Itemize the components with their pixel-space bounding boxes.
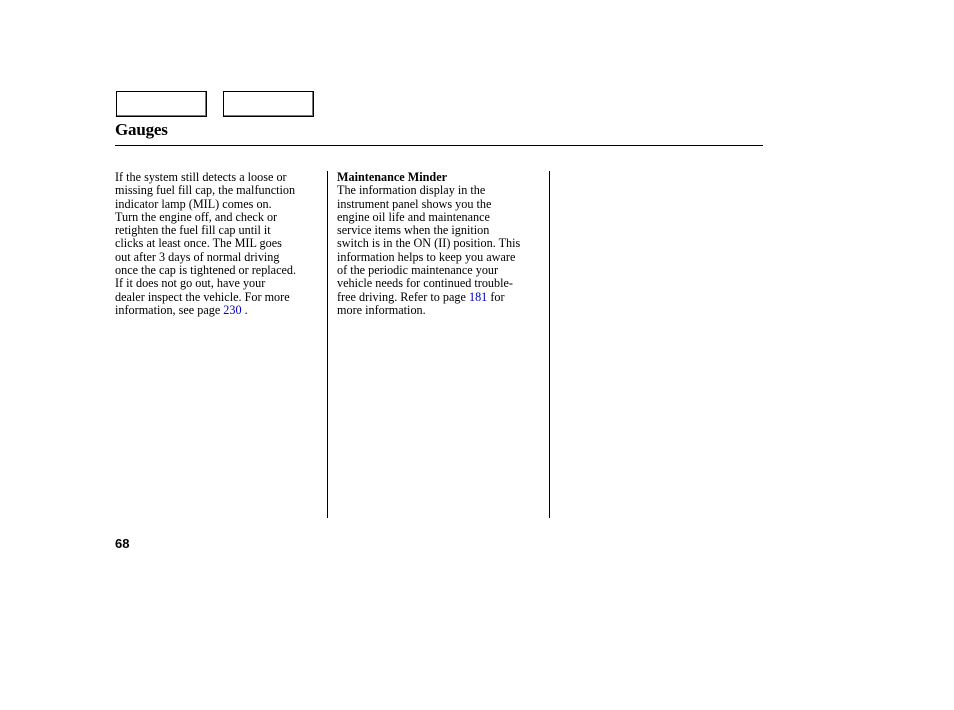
text-line: information helps to keep you aware bbox=[337, 249, 516, 264]
text-line: vehicle needs for continued trouble- bbox=[337, 276, 513, 291]
next-page-button[interactable] bbox=[223, 91, 314, 117]
text-line: of the periodic maintenance your bbox=[337, 263, 499, 278]
text-line: instrument panel shows you the bbox=[337, 196, 492, 211]
text-line: indicator lamp (MIL) comes on. bbox=[115, 196, 272, 211]
text-line: The information display in the bbox=[337, 183, 486, 198]
text-line: missing fuel fill cap, the malfunction bbox=[115, 183, 296, 198]
column-divider bbox=[327, 171, 328, 518]
page-230-link[interactable]: 230 bbox=[223, 302, 242, 317]
text-line bbox=[337, 291, 520, 304]
text-line: service items when the ignition bbox=[337, 223, 490, 238]
text-line: If the system still detects a loose or bbox=[115, 170, 287, 184]
previous-page-button[interactable] bbox=[116, 91, 207, 117]
text-fragment: free driving. Refer to page bbox=[337, 289, 469, 304]
text-line: switch is in the ON (II) position. This bbox=[337, 236, 521, 251]
page-181-link[interactable]: 181 bbox=[468, 289, 488, 304]
text-line bbox=[115, 304, 296, 317]
text-line: dealer inspect the vehicle. For more bbox=[115, 289, 290, 304]
text-line: engine oil life and maintenance bbox=[337, 209, 490, 224]
text-line: out after 3 days of normal driving bbox=[115, 249, 280, 264]
page-title: Gauges bbox=[115, 120, 168, 139]
text-fragment: for bbox=[487, 289, 505, 304]
text-line: Turn the engine off, and check or bbox=[115, 209, 278, 224]
page-number: 68 bbox=[115, 536, 130, 551]
column-divider bbox=[549, 171, 550, 518]
text-fragment: . bbox=[241, 302, 248, 317]
text-line: clicks at least once. The MIL goes bbox=[115, 236, 282, 251]
section-heading: Maintenance Minder bbox=[337, 170, 448, 184]
text-line: once the cap is tightened or replaced. bbox=[115, 263, 297, 278]
text-line: If it does not go out, have your bbox=[115, 276, 266, 291]
text-column-middle bbox=[337, 171, 520, 317]
text-line: more information. bbox=[337, 302, 426, 317]
title-divider bbox=[115, 145, 763, 146]
text-fragment: information, see page bbox=[115, 302, 224, 317]
text-line: retighten the fuel fill cap until it bbox=[115, 223, 271, 238]
text-column-left bbox=[115, 171, 296, 317]
